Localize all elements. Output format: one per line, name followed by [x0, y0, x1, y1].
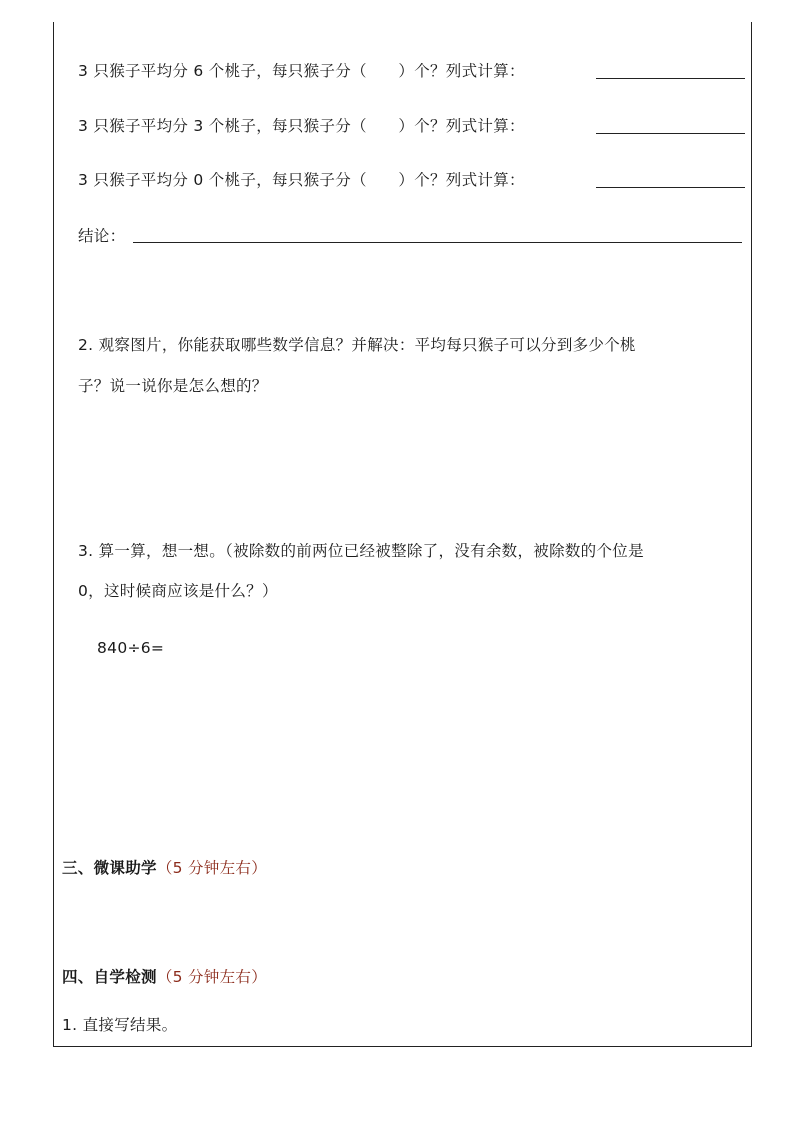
question-3-line-1: 3. 算一算，想一想。（被除数的前两位已经被整除了，没有余数，被除数的个位是 [78, 542, 644, 560]
conclusion-label: 结论： [78, 227, 126, 245]
question-2-line-2: 子？说一说你是怎么想的？ [78, 377, 268, 395]
question-3-line-2: 0，这时候商应该是什么？） [78, 582, 278, 600]
section-3-title: 三、微课助学 [62, 859, 157, 877]
question-2-line-1: 2. 观察图片，你能获取哪些数学信息？并解决：平均每只猴子可以分到多少个桃 [78, 336, 636, 354]
answer-blank-2[interactable] [596, 133, 745, 134]
section-4-title: 四、自学检测 [62, 968, 157, 986]
division-expression: 840÷6= [97, 639, 165, 657]
answer-blank-1[interactable] [596, 78, 745, 79]
answer-blank-3[interactable] [596, 187, 745, 188]
item-1: 1. 直接写结果。 [62, 1016, 178, 1034]
question-row-1: 3 只猴子平均分 6 个桃子，每只猴子分（ ）个？列式计算： [78, 62, 525, 80]
section-3-note: （5 分钟左右） [156, 859, 268, 877]
conclusion-blank[interactable] [133, 242, 742, 243]
section-4-note: （5 分钟左右） [156, 968, 268, 986]
question-row-2: 3 只猴子平均分 3 个桃子，每只猴子分（ ）个？列式计算： [78, 117, 525, 135]
section-3-heading [62, 858, 267, 878]
section-4-heading [62, 967, 267, 987]
question-row-3: 3 只猴子平均分 0 个桃子，每只猴子分（ ）个？列式计算： [78, 171, 525, 189]
